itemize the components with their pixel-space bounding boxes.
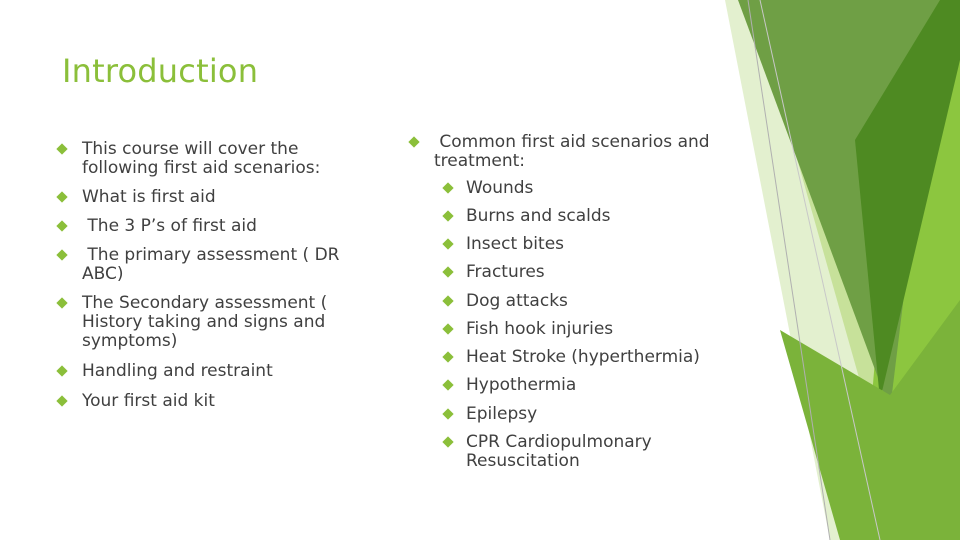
- sub-list-item-text: Fractures: [466, 262, 545, 282]
- sub-list-item-text: Burns and scalds: [466, 206, 611, 226]
- list-item-text: This course will cover the following first aid scenarios:: [82, 139, 321, 178]
- list-item: [58, 392, 358, 411]
- sub-list-item-text: Heat Stroke (hyperthermia): [466, 347, 700, 367]
- list-item: [58, 188, 358, 207]
- sub-list-item: [444, 405, 730, 424]
- list-item: [58, 362, 358, 381]
- list-item-text: The Secondary assessment ( History taking and signs and symptoms): [82, 293, 328, 351]
- sub-bullet-list: [410, 179, 730, 471]
- slide-title: Introduction: [62, 52, 259, 90]
- sub-list-item: [444, 376, 730, 395]
- sub-list-item: [444, 433, 730, 471]
- left-bullet-list: [58, 140, 358, 411]
- sub-list-item-text: CPR Cardiopulmonary Resuscitation: [466, 432, 652, 471]
- list-item-text: The primary assessment ( DR ABC): [82, 245, 345, 284]
- list-heading-text: Common first aid scenarios and treatment:: [434, 132, 715, 171]
- sub-list-item-text: Fish hook injuries: [466, 319, 614, 339]
- sub-list-item: [444, 235, 730, 254]
- list-item-text: What is first aid: [82, 187, 216, 207]
- list-item: [58, 294, 358, 351]
- sub-list-item: [444, 320, 730, 339]
- sub-list-item-text: Wounds: [466, 178, 534, 198]
- list-item: [58, 217, 358, 236]
- list-item-text: Handling and restraint: [82, 361, 273, 381]
- sub-list-item-text: Hypothermia: [466, 375, 577, 395]
- right-bullet-list: [410, 133, 730, 471]
- sub-list-item-text: Insect bites: [466, 234, 565, 254]
- sub-list-item: [444, 207, 730, 226]
- list-item: [58, 246, 358, 284]
- list-item-heading: [410, 133, 730, 471]
- sub-list-item: [444, 292, 730, 311]
- sub-list-item: [444, 263, 730, 282]
- list-item: [58, 140, 358, 178]
- sub-list-item: [444, 348, 730, 367]
- list-item-text: The 3 P’s of first aid: [82, 216, 257, 236]
- list-item-text: Your first aid kit: [82, 391, 215, 411]
- sub-list-item-text: Epilepsy: [466, 404, 538, 424]
- sub-list-item-text: Dog attacks: [466, 291, 568, 311]
- sub-list-item: [444, 179, 730, 198]
